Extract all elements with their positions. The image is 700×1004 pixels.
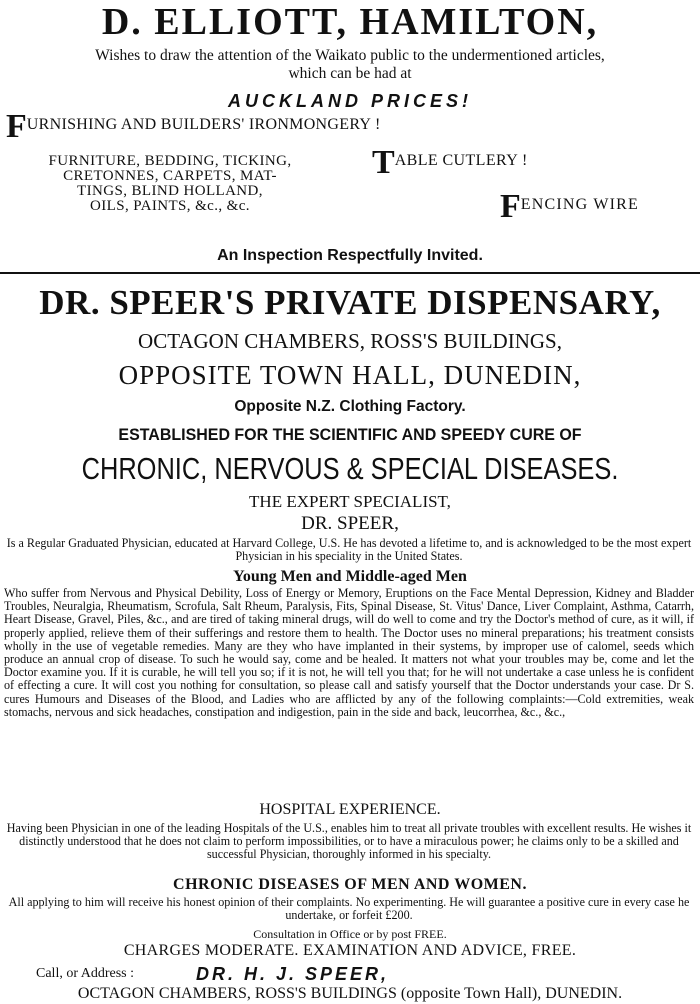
ad2-hospital-paragraph: Having been Physician in one of the leading Hospitals of the U.S., enables him to treat all private troubles with excellent results. He wishes it distinctly understood that he does not claim to perform impossibilities, or to have a miraculous power; he claims only to be a skilled and successful Physician, thoroughly informed in his specialty. (6, 821, 692, 862)
ad1-furniture-line: OILS, PAINTS, &c., &c. (90, 198, 250, 214)
ad1-fencing-dropcap: F (500, 188, 521, 225)
ad2-call-label: Call, or Address : (36, 966, 134, 981)
ad2-expert: THE EXPERT SPECIALIST, (249, 492, 451, 511)
ad1-cutlery-text: ABLE CUTLERY ! (394, 152, 528, 169)
ad2-hospital-heading: HOSPITAL EXPERIENCE. (259, 801, 441, 818)
ad2-name: DR. SPEER, (301, 513, 399, 534)
ad2-charges: CHARGES MODERATE. EXAMINATION AND ADVICE, FREE. (123, 942, 577, 959)
ad2-footer-address: OCTAGON CHAMBERS, ROSS'S BUILDINGS (opposite Town Hall), DUNEDIN. (77, 985, 623, 1002)
ad2-call-line (0, 963, 700, 985)
ad1-ironmongery-text: URNISHING AND BUILDERS' IRONMONGERY ! (26, 116, 381, 133)
ad-divider (0, 272, 700, 274)
ad1-prices-banner: AUCKLAND PRICES! (228, 91, 472, 111)
ad2-established: ESTABLISHED FOR THE SCIENTIFIC AND SPEEDY CURE OF (118, 425, 582, 444)
ad2-bio: Is a Regular Graduated Physician, educated at Harvard College, U.S. He has devoted a lifetime to, and is acknowledged to be the most expert Physician in his speciality in the United States. (6, 536, 692, 564)
ad1-inspection: An Inspection Respectfully Invited. (217, 247, 483, 264)
ad2-title: DR. SPEER'S PRIVATE DISPENSARY, (39, 283, 661, 322)
ad1-ironmongery-dropcap: F (6, 108, 27, 145)
ad2-diseases: CHRONIC, NERVOUS & SPECIAL DISEASES. (81, 451, 619, 486)
ad2-chronic-heading: CHRONIC DISEASES OF MEN AND WOMEN. (173, 876, 527, 893)
ad1-intro-line2: which can be had at (288, 65, 412, 82)
ad2-young-men: Young Men and Middle-aged Men (233, 568, 467, 585)
ad1-cutlery-dropcap: T (372, 144, 395, 181)
ad1-fencing-text: ENCING WIRE (520, 196, 640, 213)
ad1-ironmongery-line (6, 108, 696, 145)
ad2-consultation: Consultation in Office or by post FREE. (253, 927, 447, 941)
ad2-main-paragraph: Who suffer from Nervous and Physical Debility, Loss of Energy or Memory, Eruptions on the Face Mental Depression, Kidney and Bladder Troubles, Neuralgia, Rheumatism, Scrofula, Salt Rheum, Paralysis, Fits, Spinal Disease, St. Vitus' Dance, Liver Complaint, Asthma, Catarrh, Heart Disease, Gravel, Piles, &c., and are tired of taking mineral drugs, will do well to come and try the Doctor's method of cure, as it will, if properly applied, relieve them of their sufferings and restore them to health. The Doctor uses no mineral preparations; his treatment consists wholly in the use of vegetable remedies. Many are they who have implanted in their systems, by improper use of calomel, seeds which produce an annual crop of disease. To such he would say, come and be healed. It matters not what your troubles may be, come and let the Doctor examine you. If it is curable, he will tell you so; if it is not, he will tell you that; for he will not undertake a case unless he is confident of effecting a cure. It will cost you nothing for consultation, so please call and satisfy yourself that the Doctor understands your case. Dr S. cures Humours and Diseases of the Blood, and Ladies who are afflicted by any of the following complaints:—Cold extremities, weak stomachs, nervous and sick headaches, constipation and indigestion, pain in the side and back, leucorrhea, &c., &c., (4, 586, 694, 719)
ad1-furniture-list (2, 154, 338, 214)
ad1-furniture-line: CRETONNES, CARPETS, MAT- (63, 168, 277, 184)
ad1-cutlery-line (372, 144, 692, 181)
ad2-address1: OCTAGON CHAMBERS, ROSS'S BUILDINGS, (138, 329, 562, 353)
ad1-furniture-line: FURNITURE, BEDDING, TICKING, (48, 153, 292, 169)
ad2-opposite: Opposite N.Z. Clothing Factory. (234, 398, 466, 415)
ad1-intro-line1: Wishes to draw the attention of the Waikato public to the undermentioned articles, (95, 47, 605, 64)
ad2-applying-paragraph: All applying to him will receive his honest opinion of their complaints. No experimenting. He will guarantee a positive cure in every case he undertake, or forfeit £200. (8, 895, 690, 923)
ad2-call-name: DR. H. J. SPEER, (196, 964, 390, 984)
ad1-fencing-line (500, 188, 696, 225)
ad2-address2: OPPOSITE TOWN HALL, DUNEDIN, (118, 360, 582, 390)
ad1-title: D. ELLIOTT, HAMILTON, (101, 1, 599, 43)
ad1-furniture-line: TINGS, BLIND HOLLAND, (77, 183, 263, 199)
